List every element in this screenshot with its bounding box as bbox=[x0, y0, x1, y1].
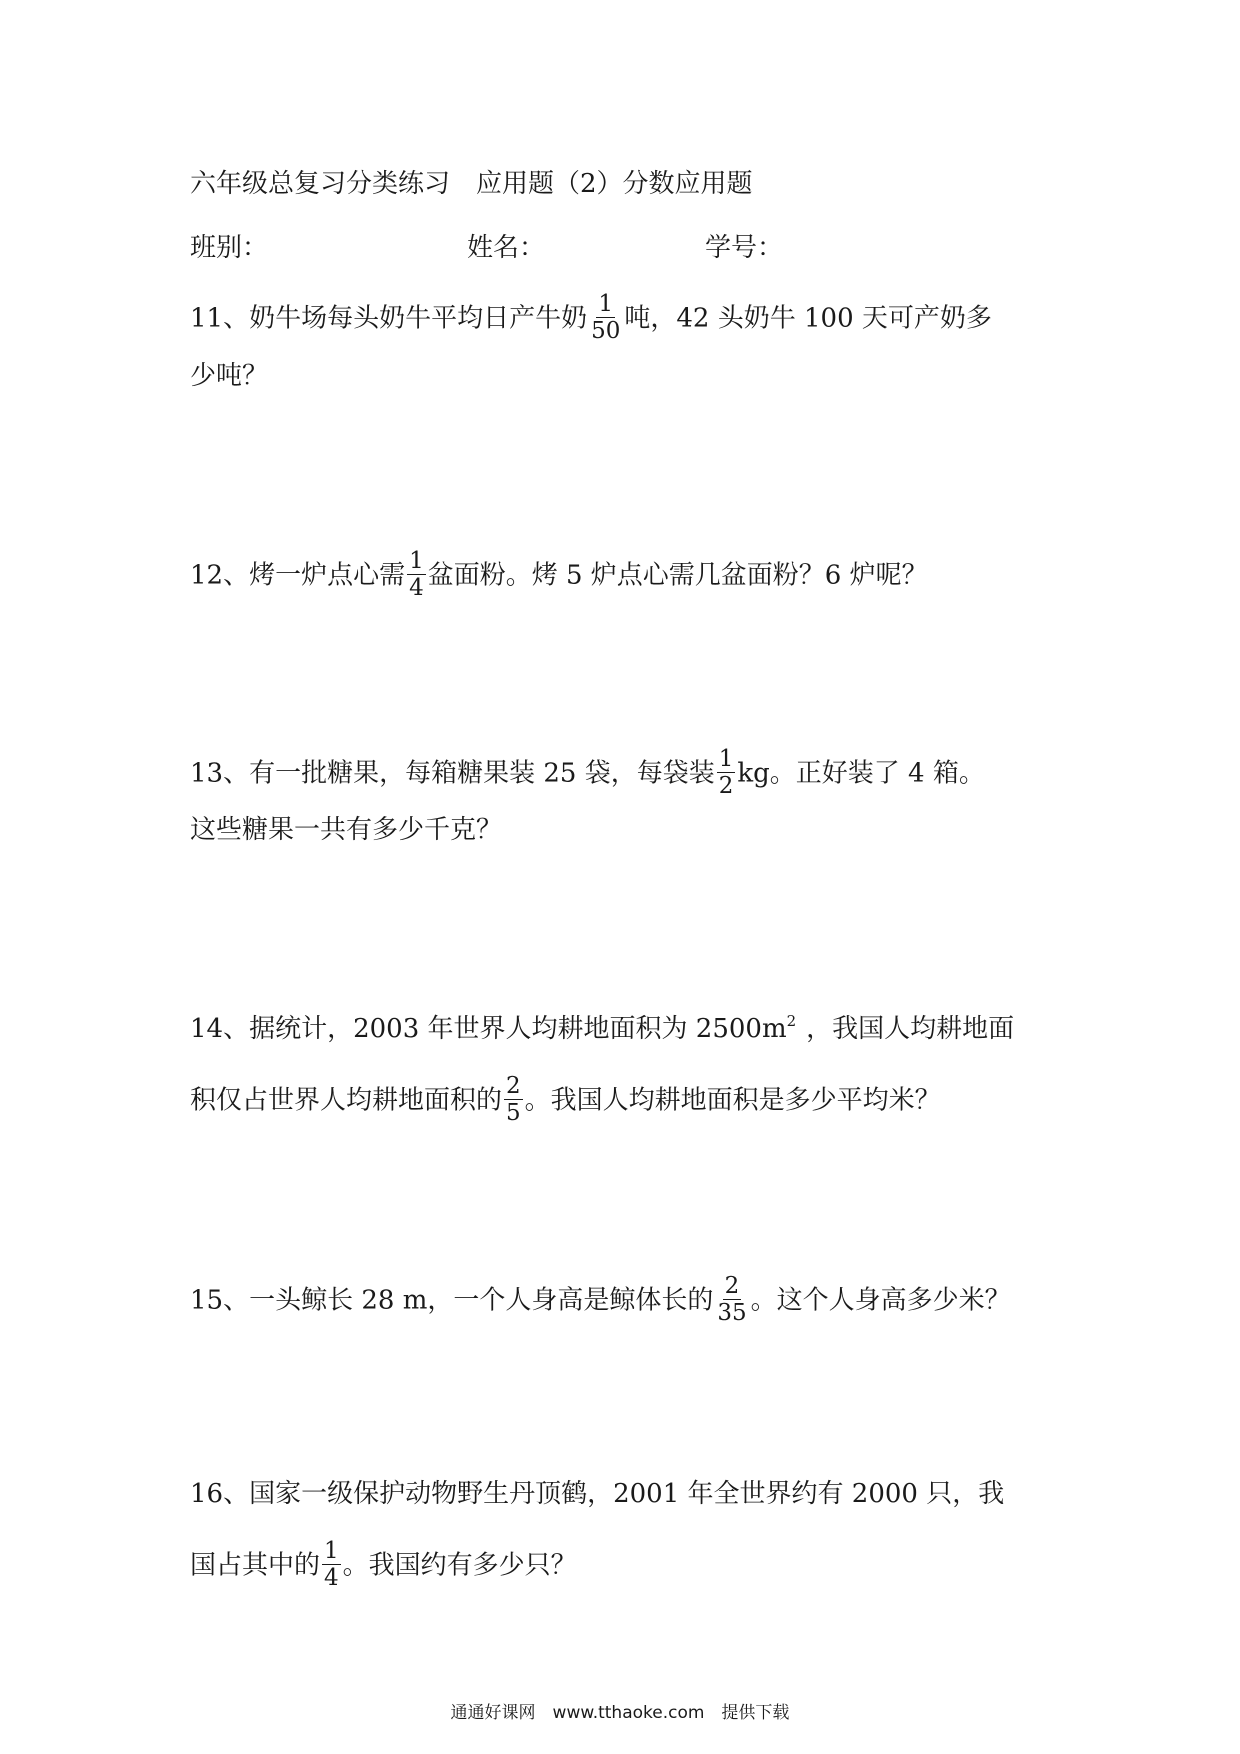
problem-12-text-a: 12、烤一炉点心需 bbox=[190, 560, 406, 591]
problem-14-text-c: 积仅占世界人均耕地面积的 bbox=[190, 1085, 503, 1116]
problem-13-line-1 bbox=[190, 746, 985, 800]
problem-14-text-b: ，我国人均耕地面 bbox=[806, 1014, 1015, 1044]
problem-14-fraction bbox=[504, 1074, 523, 1125]
fraction-numerator: 2 bbox=[724, 1273, 740, 1299]
problem-12-text-b: 盆面粉。烤 5 炉点心需几盆面粉？6 炉呢？ bbox=[427, 560, 928, 591]
page-title: 六年级总复习分类练习 应用题（2）分数应用题 bbox=[190, 169, 753, 199]
problem-11-line-2 bbox=[190, 358, 268, 394]
fraction-denominator: 50 bbox=[591, 318, 621, 344]
fraction-denominator: 4 bbox=[324, 1565, 339, 1591]
problem-11-text-c: 少吨？ bbox=[190, 361, 269, 391]
problem-15-fraction bbox=[715, 1274, 748, 1325]
problem-15-text-b: 。这个人身高多少米？ bbox=[750, 1285, 1011, 1316]
fraction-numerator: 1 bbox=[598, 291, 614, 317]
fraction-denominator: 4 bbox=[409, 575, 424, 601]
student-id-label: 学号： bbox=[705, 233, 784, 263]
problem-13-text-a: 13、有一批糖果，每箱糖果装 25 袋，每袋装 bbox=[190, 758, 715, 789]
problem-13-line-2 bbox=[190, 812, 502, 848]
superscript-square: 2 bbox=[786, 1012, 797, 1030]
problem-16-fraction bbox=[322, 1539, 341, 1590]
problem-11-line-1 bbox=[190, 291, 992, 345]
student-info-fields bbox=[190, 230, 783, 266]
problem-13-fraction bbox=[717, 747, 736, 798]
problem-16-text-c: 。我国约有多少只？ bbox=[342, 1550, 577, 1581]
problem-11-fraction bbox=[589, 292, 622, 343]
class-label: 班别： bbox=[190, 233, 269, 263]
problem-11-text-b: 吨，42 头奶牛 100 天可产奶多 bbox=[624, 303, 992, 334]
problem-14-line-2 bbox=[190, 1073, 941, 1127]
problem-13-text-c: 这些糖果一共有多少千克？ bbox=[190, 815, 503, 845]
problem-12-fraction bbox=[407, 549, 426, 600]
problem-16-text-b: 国占其中的 bbox=[190, 1550, 321, 1581]
problem-14-text-d: 。我国人均耕地面积是多少平均米？ bbox=[524, 1085, 941, 1116]
problem-14-text-a: 14、据统计，2003 年世界人均耕地面积为 2500m bbox=[190, 1014, 787, 1044]
problem-16-text-a: 16、国家一级保护动物野生丹顶鹤，2001 年全世界约有 2000 只，我 bbox=[190, 1479, 1005, 1509]
problem-13-text-b: kg。正好装了 4 箱。 bbox=[737, 758, 985, 789]
problem-15-line-1 bbox=[190, 1273, 1011, 1327]
page-footer: 通通好课网 www.tthaoke.com 提供下载 bbox=[450, 1703, 790, 1723]
fraction-denominator: 35 bbox=[717, 1300, 747, 1326]
fraction-numerator: 1 bbox=[718, 746, 734, 772]
problem-11-text-a: 11、奶牛场每头奶牛平均日产牛奶 bbox=[190, 303, 588, 334]
problem-16-line-2 bbox=[190, 1538, 577, 1592]
fraction-numerator: 2 bbox=[506, 1073, 521, 1099]
name-label: 姓名： bbox=[467, 233, 546, 263]
fraction-denominator: 2 bbox=[718, 773, 734, 799]
fraction-numerator: 1 bbox=[409, 548, 424, 574]
fraction-denominator: 5 bbox=[506, 1100, 521, 1126]
problem-12-line-1 bbox=[190, 548, 928, 602]
problem-16-line-1 bbox=[190, 1476, 1004, 1512]
fraction-numerator: 1 bbox=[324, 1538, 339, 1564]
problem-15-text-a: 15、一头鲸长 28 m，一个人身高是鲸体长的 bbox=[190, 1285, 714, 1316]
problem-14-line-1 bbox=[190, 1011, 1014, 1047]
